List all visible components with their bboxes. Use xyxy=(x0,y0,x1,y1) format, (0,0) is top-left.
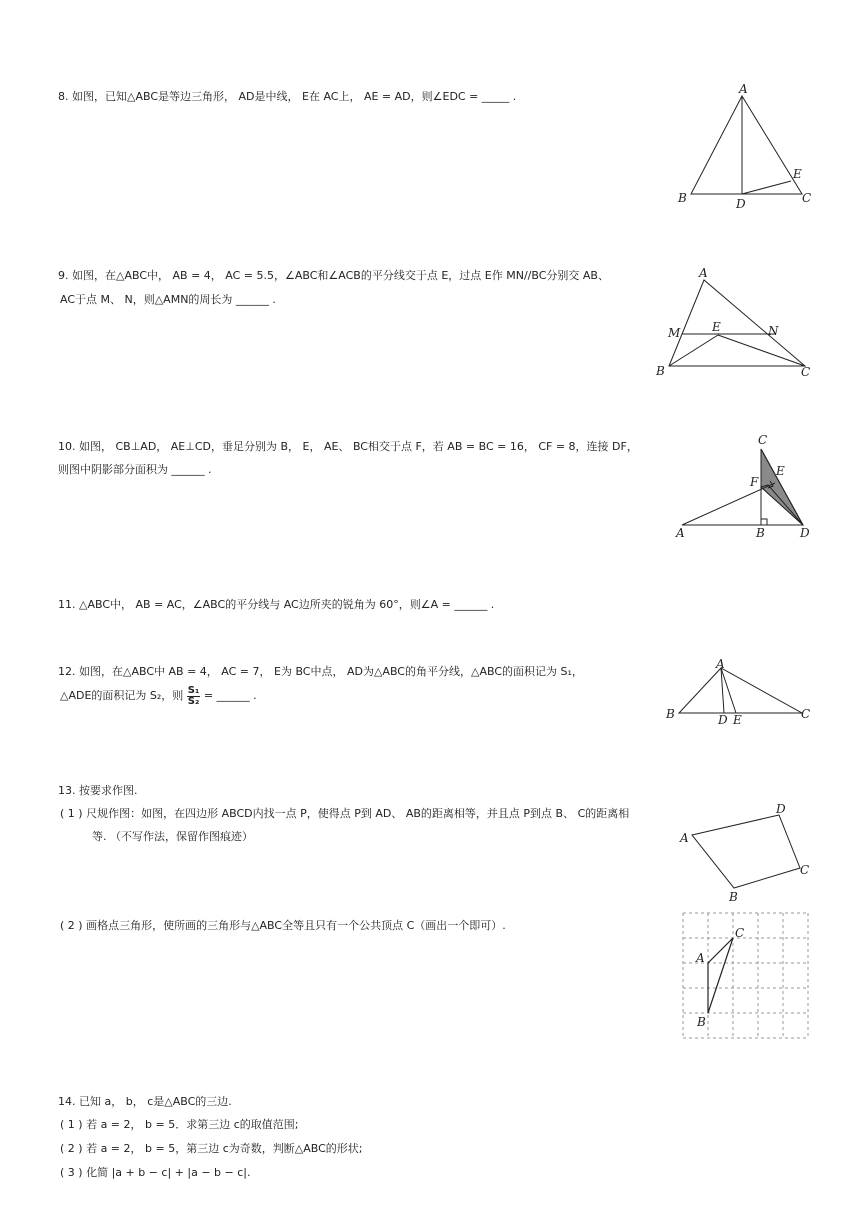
q11-text: 11. △ABC中， AB = AC，∠ABC的平分线与 AC边所夹的锐角为 60°，则∠A = ______ . xyxy=(58,598,495,611)
fig13a-label-A: A xyxy=(680,831,689,845)
fig8-label-E: E xyxy=(793,167,802,181)
fig8-label-C: C xyxy=(802,191,812,205)
fig9-label-N: N xyxy=(768,324,779,338)
q12-figure xyxy=(660,656,820,728)
fig12-label-E: E xyxy=(733,713,742,727)
q9-text-line2: AC于点 M、 N，则△AMN的周长为 ______ . xyxy=(60,293,276,306)
q14-part2: ( 2 ) 若 a = 2， b = 5，第三边 c为奇数，判断△ABC的形状; xyxy=(60,1142,363,1155)
q14-title: 14. 已知 a， b， c是△ABC的三边. xyxy=(58,1095,232,1108)
fig13a-label-D: D xyxy=(776,802,786,816)
fig10-label-E: E xyxy=(776,464,785,478)
fig12-label-D: D xyxy=(718,713,728,727)
q10-figure xyxy=(670,430,820,545)
fig10-label-A: A xyxy=(676,526,685,540)
q13-part1-line1: ( 1 ) 尺规作图：如图，在四边形 ABCD内找一点 P，使得点 P到 AD、 AB的距离相等，并且点 P到点 B、 C的距离相 xyxy=(60,807,630,820)
fig12-label-A: A xyxy=(716,657,725,671)
fig8-label-A: A xyxy=(739,82,748,96)
q10-text-line2: 则图中阴影部分面积为 ______ . xyxy=(58,463,212,476)
fig10-label-B: B xyxy=(756,526,765,540)
q9-figure xyxy=(655,262,815,382)
fig13b-label-C: C xyxy=(735,926,745,940)
fig13b-label-B: B xyxy=(697,1015,706,1029)
fig13b-label-A: A xyxy=(696,951,705,965)
q14-part3: ( 3 ) 化简 |a + b − c| + |a − b − c|. xyxy=(60,1166,251,1179)
q12-text-line2 xyxy=(60,684,257,708)
fig9-label-A: A xyxy=(699,266,708,280)
q13-part1-line2: 等. （不写作法，保留作图痕迹） xyxy=(92,830,253,843)
q13-title: 13. 按要求作图. xyxy=(58,784,138,797)
q13-quadrilateral-figure xyxy=(675,800,820,910)
fig8-label-B: B xyxy=(678,191,687,205)
q12-text-line1: 12. 如图，在△ABC中 AB = 4， AC = 7， E为 BC中点， AD为△ABC的角平分线，△ABC的面积记为 S₁， xyxy=(58,665,583,678)
fraction-numerator: S₁ xyxy=(187,684,200,696)
fig9-label-M: M xyxy=(668,326,681,340)
q12-line2-prefix: △ADE的面积记为 S₂，则 xyxy=(60,689,184,702)
fig9-label-E: E xyxy=(712,320,721,334)
q8-figure xyxy=(672,82,822,212)
fig9-label-B: B xyxy=(656,364,665,378)
q13-part2: ( 2 ) 画格点三角形，使所画的三角形与△ABC全等且只有一个公共顶点 C（画出一个即可）. xyxy=(60,919,506,932)
fig13a-label-B: B xyxy=(729,890,738,904)
ratio-fraction xyxy=(187,686,201,707)
fig10-label-C: C xyxy=(758,433,768,447)
fig12-label-C: C xyxy=(801,707,811,721)
fraction-denominator: S₂ xyxy=(187,695,200,707)
fig10-label-F: F xyxy=(750,475,759,489)
q13-grid-figure xyxy=(683,913,811,1041)
q9-text-line1: 9. 如图，在△ABC中， AB = 4， AC = 5.5，∠ABC和∠ACB的平分线交于点 E，过点 E作 MN//BC分别交 AB、 xyxy=(58,269,609,282)
fig10-label-D: D xyxy=(800,526,810,540)
q14-part1: ( 1 ) 若 a = 2， b = 5．求第三边 c的取值范围; xyxy=(60,1118,299,1131)
fig9-label-C: C xyxy=(801,365,811,379)
fig13a-label-C: C xyxy=(800,863,810,877)
fig12-label-B: B xyxy=(666,707,675,721)
q10-text-line1: 10. 如图， CB⊥AD， AE⊥CD，垂足分别为 B， E， AE、 BC相交于点 F，若 AB = BC = 16， CF = 8，连接 DF， xyxy=(58,440,638,453)
fig8-label-D: D xyxy=(736,197,746,211)
q12-line2-suffix: = ______ . xyxy=(203,689,257,702)
q8-text: 8. 如图，已知△ABC是等边三角形， AD是中线， E在 AC上， AE = AD，则∠EDC = _____ . xyxy=(58,90,517,103)
